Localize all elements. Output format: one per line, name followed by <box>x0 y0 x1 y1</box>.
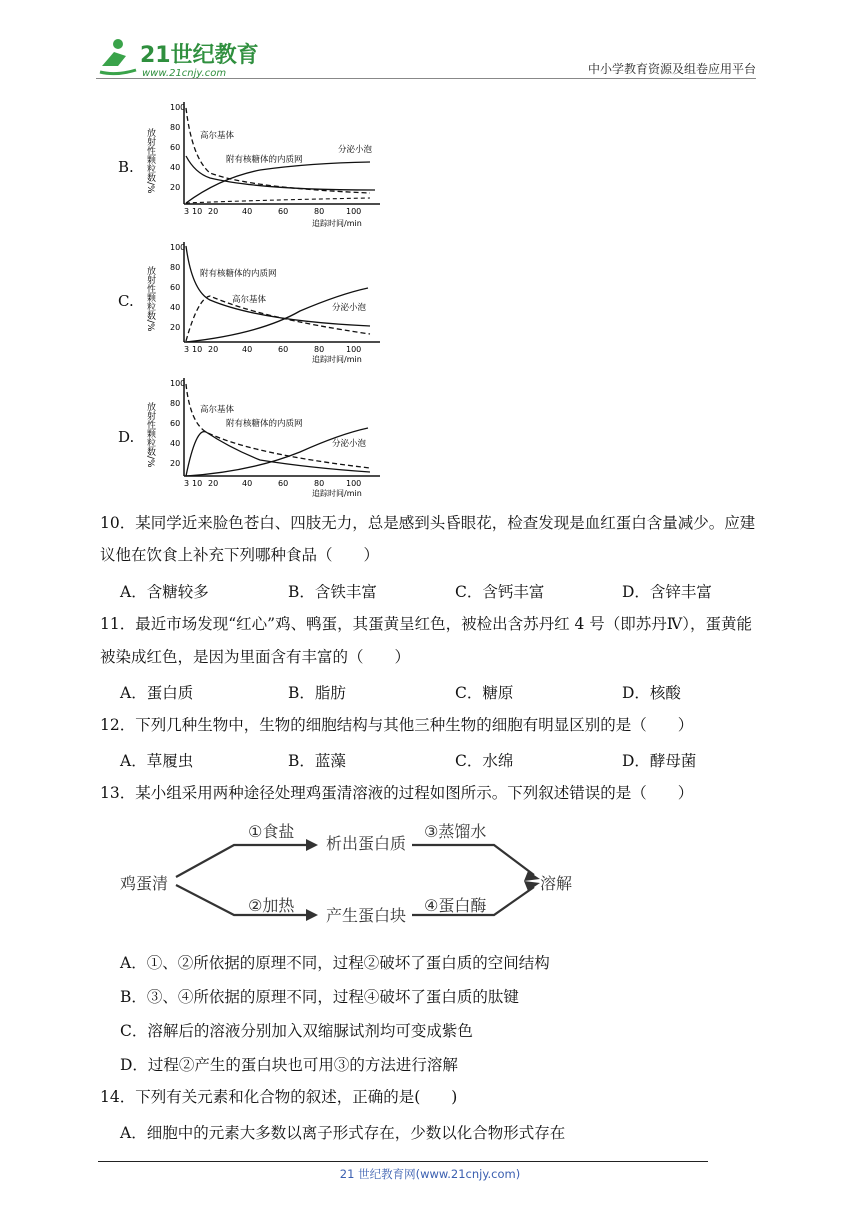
graph-c-golgi-label: 高尔基体 <box>232 295 267 305</box>
header-divider <box>96 78 756 79</box>
q11-option-d[interactable]: D．核酸 <box>622 684 681 702</box>
diagram-mid1: 析出蛋白质 <box>326 834 407 853</box>
x-tick: 20 <box>208 345 219 354</box>
graph-c-vesicle-label: 分泌小泡 <box>332 303 367 313</box>
q13-option-c[interactable]: C．溶解后的溶液分别加入双缩脲试剂均可变成紫色 <box>120 1022 473 1040</box>
x-tick: 10 <box>192 345 203 354</box>
graph-b-ylabel: 放射性颗粒数/% <box>145 128 155 194</box>
q10-line2: 议他在饮食上补充下列哪种食品（ ） <box>100 546 380 564</box>
graph-d-golgi-label: 高尔基体 <box>200 405 235 415</box>
q10-option-a[interactable]: A．含糖较多 <box>120 583 209 601</box>
runner-logo-icon <box>96 36 266 80</box>
x-tick: 60 <box>278 207 289 216</box>
x-tick: 3 <box>184 345 190 354</box>
x-tick: 20 <box>208 207 219 216</box>
graph-d-vesicle-label: 分泌小泡 <box>332 439 367 449</box>
q13-option-d[interactable]: D．过程②产生的蛋白块也可用③的方法进行溶解 <box>120 1056 458 1074</box>
x-tick: 10 <box>192 207 203 216</box>
platform-name: 中小学教育资源及组卷应用平台 <box>587 62 756 76</box>
q12-line1: 12．下列几种生物中，生物的细胞结构与其他三种生物的细胞有明显区别的是（ ） <box>100 716 694 734</box>
graph-c-ylabel: 放射性颗粒数/% <box>145 266 155 332</box>
q11-line1: 11．最近市场发现“红心”鸡、鸭蛋，其蛋黄呈红色，被检出含苏丹红 4 号（即苏丹Ⅳ），蛋黄能 <box>100 615 753 633</box>
x-tick: 80 <box>314 345 325 354</box>
diagram-mid2: 产生蛋白块 <box>326 906 407 925</box>
graph-c-er-label: 附有核糖体的内质网 <box>200 269 277 279</box>
x-tick: 40 <box>242 207 253 216</box>
y-tick: 80 <box>170 399 181 408</box>
diagram-end: 溶解 <box>540 874 573 893</box>
q13-option-b[interactable]: B．③、④所依据的原理不同，过程④破坏了蛋白质的肽键 <box>120 988 519 1006</box>
q10-option-d[interactable]: D．含锌丰富 <box>622 583 712 601</box>
q12-option-d[interactable]: D．酵母菌 <box>622 752 697 770</box>
q12-option-b[interactable]: B．蓝藻 <box>288 752 346 770</box>
diagram-step4: ④蛋白酶 <box>424 896 487 915</box>
q14-option-a[interactable]: A．细胞中的元素大多数以离子形式存在，少数以化合物形式存在 <box>120 1124 566 1142</box>
y-tick: 20 <box>170 459 181 468</box>
graph-d-er-label: 附有核糖体的内质网 <box>226 419 303 429</box>
x-tick: 80 <box>314 207 325 216</box>
y-tick: 20 <box>170 323 181 332</box>
diagram-step3: ③蒸馏水 <box>424 822 487 841</box>
footer-text[interactable]: 21 世纪教育网(www.21cnjy.com) <box>339 1167 521 1181</box>
graph-b-golgi-label: 高尔基体 <box>200 131 235 141</box>
logo-url: www.21cnjy.com <box>142 68 227 79</box>
y-tick: 40 <box>170 163 181 172</box>
q13-option-a[interactable]: A．①、②所依据的原理不同，过程②破坏了蛋白质的空间结构 <box>120 954 550 972</box>
option-c-label: C. <box>118 292 134 310</box>
graph-d-ylabel: 放射性颗粒数/% <box>145 402 155 468</box>
x-tick: 3 <box>184 207 190 216</box>
x-tick: 100 <box>346 345 362 354</box>
graph-c <box>140 236 390 366</box>
q11-line2: 被染成红色，是因为里面含有丰富的（ ） <box>100 648 411 666</box>
y-tick: 100 <box>170 379 186 388</box>
q10-line1: 10．某同学近来脸色苍白、四肢无力，总是感到头昏眼花，检查发现是血红蛋白含量减少。应建 <box>100 514 756 532</box>
graph-c-xlabel: 追踪时间/min <box>312 355 362 364</box>
x-tick: 100 <box>346 207 362 216</box>
y-tick: 40 <box>170 303 181 312</box>
graph-b-er-label: 附有核糖体的内质网 <box>226 155 303 165</box>
x-tick: 40 <box>242 479 253 488</box>
y-tick: 100 <box>170 103 186 112</box>
q12-option-a[interactable]: A．草履虫 <box>120 752 194 770</box>
diagram-step1: ①食盐 <box>248 822 295 841</box>
x-tick: 20 <box>208 479 219 488</box>
x-tick: 60 <box>278 479 289 488</box>
q14-line1: 14．下列有关元素和化合物的叙述，正确的是( ) <box>100 1088 458 1106</box>
option-b-label: B. <box>118 158 134 176</box>
y-tick: 80 <box>170 263 181 272</box>
q13-line1: 13．某小组采用两种途径处理鸡蛋清溶液的过程如图所示。下列叙述错误的是（ ） <box>100 784 694 802</box>
graph-b-xlabel: 追踪时间/min <box>312 219 362 228</box>
x-tick: 40 <box>242 345 253 354</box>
y-tick: 100 <box>170 243 186 252</box>
y-tick: 80 <box>170 123 181 132</box>
footer-divider <box>98 1161 708 1162</box>
x-tick: 80 <box>314 479 325 488</box>
graph-d <box>140 372 390 502</box>
q11-option-b[interactable]: B．脂肪 <box>288 684 346 702</box>
diagram-step2: ②加热 <box>248 896 295 915</box>
x-tick: 60 <box>278 345 289 354</box>
logo-text: 21世纪教育 <box>140 43 259 68</box>
q12-option-c[interactable]: C．水绵 <box>455 752 514 770</box>
q13-flow-diagram <box>110 815 590 935</box>
diagram-start: 鸡蛋清 <box>120 874 169 893</box>
y-tick: 60 <box>170 283 181 292</box>
x-tick: 10 <box>192 479 203 488</box>
graph-b-vesicle-label: 分泌小泡 <box>338 145 373 155</box>
site-logo <box>96 36 266 80</box>
graph-d-xlabel: 追踪时间/min <box>312 489 362 498</box>
y-tick: 20 <box>170 183 181 192</box>
graph-b <box>140 98 390 228</box>
y-tick: 60 <box>170 419 181 428</box>
y-tick: 60 <box>170 143 181 152</box>
q11-option-c[interactable]: C．糖原 <box>455 684 514 702</box>
y-tick: 40 <box>170 439 181 448</box>
x-tick: 100 <box>346 479 362 488</box>
q11-option-a[interactable]: A．蛋白质 <box>120 684 194 702</box>
q10-option-b[interactable]: B．含铁丰富 <box>288 583 377 601</box>
q10-option-c[interactable]: C．含钙丰富 <box>455 583 545 601</box>
x-tick: 3 <box>184 479 190 488</box>
option-d-label: D. <box>118 428 135 446</box>
